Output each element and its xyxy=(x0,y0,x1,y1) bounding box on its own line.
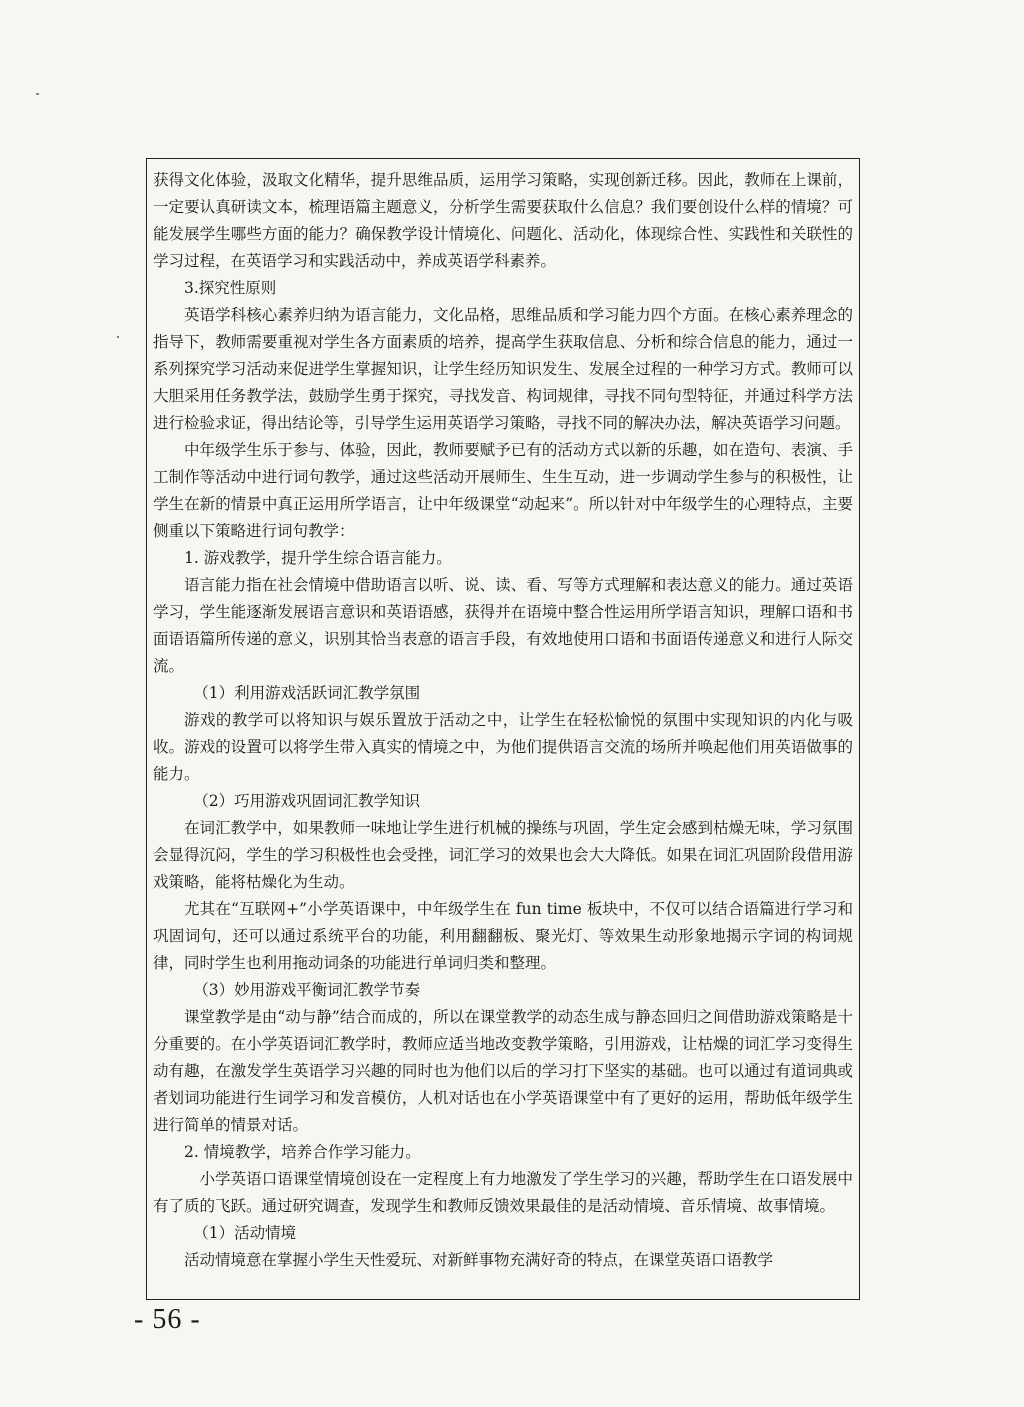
paragraph-3: 中年级学生乐于参与、体验，因此，教师要赋予已有的活动方式以新的乐趣，如在造句、表演、手工制作等活动中进行词句教学，通过这些活动开展师生、生生互动，进一步调动学生参与的积极性，让学生在新的情景中真正运用所学语言，让中年级课堂“动起来”。所以针对中年级学生的心理特点，主要侧重以下策略进行词句教学： xyxy=(153,441,853,540)
paragraph-14: 小学英语口语课堂情境创设在一定程度上有力地激发了学生学习的兴趣，帮助学生在口语发展中有了质的飞跃。通过研究调查，发现学生和教师反馈效果最佳的是活动情境、音乐情境、故事情境。 xyxy=(153,1170,853,1215)
scan-speck xyxy=(117,336,119,338)
paragraph-15: （1）活动情境 xyxy=(193,1224,297,1242)
paragraph-6: （1）利用游戏活跃词汇教学氛围 xyxy=(193,684,421,702)
paragraph-2: 英语学科核心素养归纳为语言能力，文化品格，思维品质和学习能力四个方面。在核心素养理念的指导下，教师需要重视对学生各方面素质的培养，提高学生获取信息、分析和综合信息的能力，通过一系列探究学习活动来促进学生掌握知识，让学生经历知识发生、发展全过程的一种学习方式。教师可以大胆采用任务教学法，鼓励学生勇于探究，寻找发音、构词规律，寻找不同句型特征，并通过科学方法进行检验求证，得出结论等，引导学生运用英语学习策略，寻找不同的解决办法，解决英语学习问题。 xyxy=(153,306,853,432)
scan-speck xyxy=(36,93,39,95)
paragraph-10: 尤其在“互联网+”小学英语课中，中年级学生在 fun time 板块中，不仅可以结合语篇进行学习和巩固词句，还可以通过系统平台的功能，利用翻翻板、聚光灯、等效果生动形象地揭示字词的构词规律，同时学生也利用拖动词条的功能进行单词归类和整理。 xyxy=(153,900,853,972)
paragraph-0: 获得文化体验，汲取文化精华，提升思维品质，运用学习策略，实现创新迁移。因此，教师在上课前，一定要认真研读文本，梳理语篇主题意义，分析学生需要获取什么信息？我们要创设什么样的情境？可能发展学生哪些方面的能力？确保教学设计情境化、问题化、活动化，体现综合性、实践性和关联性的学习过程，在英语学习和实践活动中，养成英语学科素养。 xyxy=(153,171,853,270)
paragraph-7: 游戏的教学可以将知识与娱乐置放于活动之中，让学生在轻松愉悦的氛围中实现知识的内化与吸收。游戏的设置可以将学生带入真实的情境之中，为他们提供语言交流的场所并唤起他们用英语做事的能力。 xyxy=(153,711,853,783)
paragraph-1: 3.探究性原则 xyxy=(184,279,277,297)
paragraph-4: 1. 游戏教学，提升学生综合语言能力。 xyxy=(184,549,452,567)
paragraph-5: 语言能力指在社会情境中借助语言以听、说、读、看、写等方式理解和表达意义的能力。通过英语学习，学生能逐渐发展语言意识和英语语感，获得并在语境中整合性运用所学语言知识，理解口语和书面语语篇所传递的意义，识别其恰当表意的语言手段，有效地使用口语和书面语传递意义和进行人际交流。 xyxy=(153,576,853,675)
page-number: - 56 - xyxy=(134,1304,201,1335)
paragraph-13: 2. 情境教学，培养合作学习能力。 xyxy=(184,1143,421,1161)
paragraph-8: （2）巧用游戏巩固词汇教学知识 xyxy=(193,792,421,810)
content-frame xyxy=(146,158,860,1300)
paragraph-11: （3）妙用游戏平衡词汇教学节奏 xyxy=(193,981,421,999)
paragraph-12: 课堂教学是由“动与静”结合而成的，所以在课堂教学的动态生成与静态回归之间借助游戏策略是十分重要的。在小学英语词汇教学时，教师应适当地改变教学策略，引用游戏，让枯燥的词汇学习变得生动有趣，在激发学生英语学习兴趣的同时也为他们以后的学习打下坚实的基础。也可以通过有道词典或者划词功能进行生词学习和发音模仿，人机对话也在小学英语课堂中有了更好的运用，帮助低年级学生进行简单的情景对话。 xyxy=(153,1008,853,1134)
paragraph-9: 在词汇教学中，如果教师一味地让学生进行机械的操练与巩固，学生定会感到枯燥无味，学习氛围会显得沉闷，学生的学习积极性也会受挫，词汇学习的效果也会大大降低。如果在词汇巩固阶段借用游戏策略，能将枯燥化为生动。 xyxy=(153,819,853,891)
paragraph-16: 活动情境意在掌握小学生天性爱玩、对新鲜事物充满好奇的特点，在课堂英语口语教学 xyxy=(184,1251,774,1269)
